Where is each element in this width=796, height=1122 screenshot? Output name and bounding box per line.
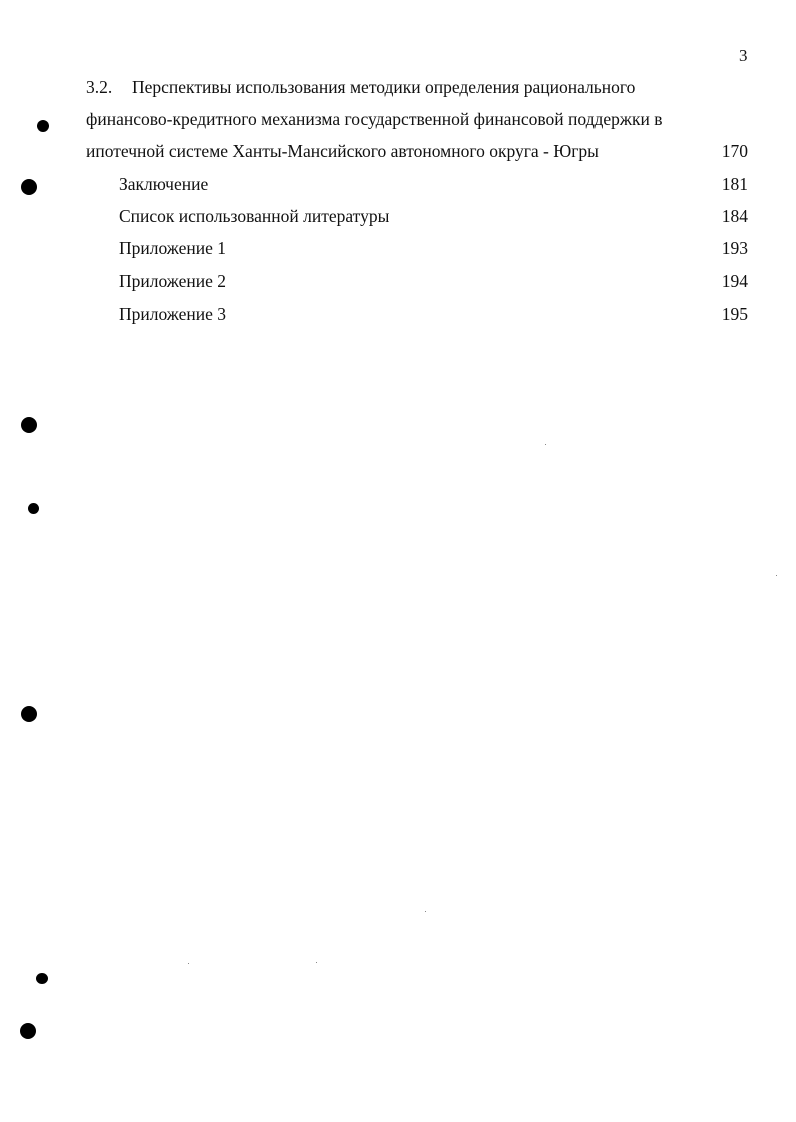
scan-speck — [188, 963, 189, 964]
toc-item-page: 184 — [721, 206, 748, 226]
toc-item-page: 181 — [721, 174, 748, 194]
toc-item-label: Список использованной литературы — [119, 206, 390, 226]
toc-item-label: Приложение 2 — [119, 271, 227, 291]
toc-section-title-line2: финансово-кредитного механизма государственной финансовой поддержки в — [86, 109, 663, 129]
toc-item-page: 194 — [721, 271, 748, 291]
toc-item-label: Приложение 3 — [119, 304, 227, 324]
punch-hole — [36, 973, 48, 984]
toc-section-3-2-line1 — [86, 76, 635, 98]
toc-item-label: Заключение — [119, 174, 209, 194]
punch-hole — [20, 1023, 36, 1039]
punch-hole — [21, 706, 37, 722]
punch-hole — [37, 120, 49, 132]
scan-speck — [545, 444, 546, 445]
toc-section-title-line1: Перспективы использования методики определения рационального — [132, 77, 636, 97]
toc-section-number: 3.2. — [86, 77, 113, 97]
scan-speck — [316, 962, 317, 963]
punch-hole — [28, 503, 39, 514]
scan-speck — [425, 911, 426, 912]
toc-item-label: Приложение 1 — [119, 238, 227, 258]
page-number: 3 — [739, 46, 748, 65]
toc-section-page: 170 — [721, 141, 748, 161]
toc-item-page: 195 — [721, 304, 748, 324]
toc-item-page: 193 — [721, 238, 748, 258]
punch-hole — [21, 417, 37, 433]
scan-speck — [776, 575, 777, 576]
punch-hole — [21, 179, 37, 195]
toc-section-title-line3: ипотечной системе Ханты-Мансийского автономного округа - Югры — [86, 141, 599, 161]
